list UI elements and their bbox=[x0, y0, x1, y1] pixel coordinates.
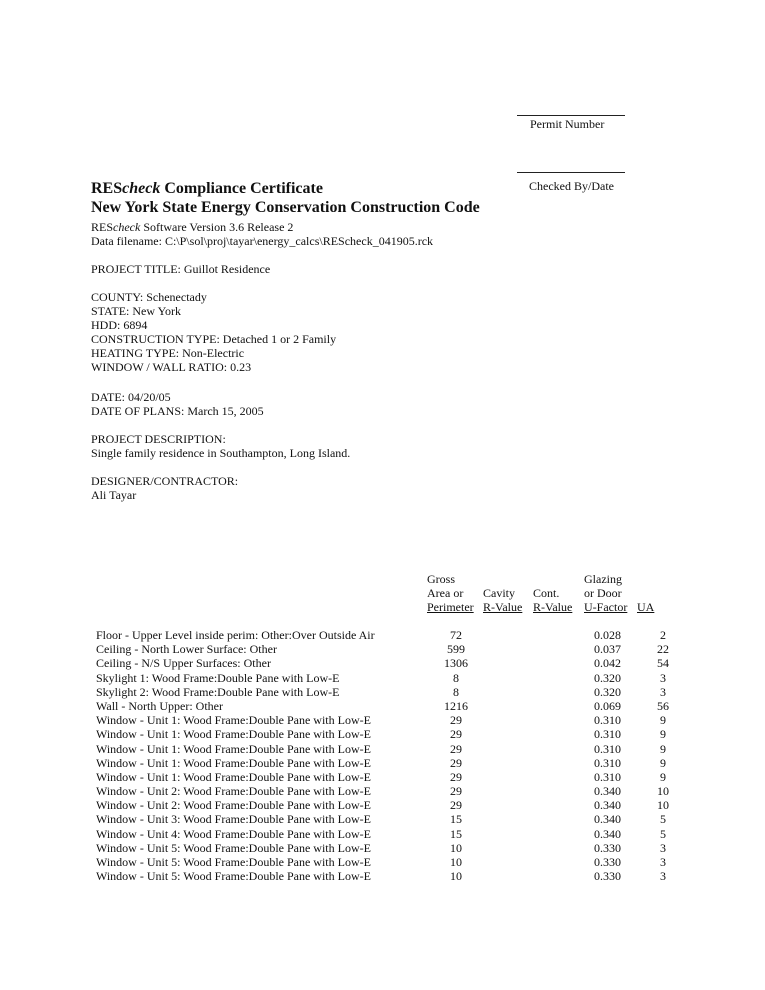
state: STATE: New York bbox=[91, 304, 182, 318]
area-cell: 72 bbox=[450, 628, 462, 642]
component-cell: Window - Unit 3: Wood Frame:Double Pane with Low-E bbox=[96, 812, 371, 827]
ua-cell: 10 bbox=[657, 784, 669, 799]
ua-cell: 3 bbox=[660, 684, 666, 699]
component-cell: Window - Unit 2: Wood Frame:Double Pane with Low-E bbox=[96, 798, 371, 813]
header-ua-label: UA bbox=[637, 600, 655, 614]
cavity-cell bbox=[486, 869, 538, 883]
area-cell: 8 bbox=[453, 684, 459, 699]
table-row bbox=[94, 770, 678, 784]
area-cell: 10 bbox=[450, 869, 462, 884]
component-cell: Window - Unit 1: Wood Frame:Double Pane with Low-E bbox=[96, 713, 371, 728]
ufactor-cell: 0.310 bbox=[594, 769, 621, 784]
component-cell: Window - Unit 5: Wood Frame:Double Pane with Low-E bbox=[96, 869, 371, 884]
area-cell: 15 bbox=[450, 826, 462, 841]
components-table bbox=[94, 628, 678, 883]
cavity-cell bbox=[486, 727, 538, 741]
table-row bbox=[94, 756, 678, 770]
table-row bbox=[94, 869, 678, 883]
table-row bbox=[94, 685, 678, 699]
cont-cell bbox=[538, 841, 590, 855]
header-glazing-1: Glazing bbox=[584, 572, 622, 586]
cavity-cell bbox=[486, 756, 538, 770]
dates bbox=[91, 390, 264, 418]
cavity-cell bbox=[486, 812, 538, 826]
cavity-cell bbox=[486, 742, 538, 756]
ufactor-cell: 0.330 bbox=[594, 855, 621, 869]
title-prefix: RES bbox=[91, 180, 123, 197]
header-cavity-1: Cavity bbox=[483, 586, 515, 600]
ua-cell: 9 bbox=[660, 727, 666, 742]
ua-cell: 9 bbox=[660, 741, 666, 756]
area-cell: 29 bbox=[450, 784, 462, 799]
cont-cell bbox=[538, 642, 590, 656]
cavity-cell bbox=[486, 713, 538, 727]
ua-cell: 2 bbox=[660, 628, 666, 642]
cavity-cell bbox=[486, 841, 538, 855]
table-row bbox=[94, 841, 678, 855]
header-cavity-2: R-Value bbox=[483, 600, 523, 614]
component-cell: Ceiling - N/S Upper Surfaces: Other bbox=[96, 656, 271, 671]
cont-cell bbox=[538, 869, 590, 883]
title-suffix: Compliance Certificate bbox=[160, 180, 323, 197]
description-label: PROJECT DESCRIPTION: bbox=[91, 432, 226, 446]
cont-cell bbox=[538, 784, 590, 798]
header-cont-1: Cont. bbox=[533, 586, 560, 600]
software-version bbox=[91, 220, 293, 234]
area-cell: 29 bbox=[450, 727, 462, 742]
cavity-cell bbox=[486, 628, 538, 642]
ufactor-cell: 0.028 bbox=[594, 628, 621, 642]
cont-cell bbox=[538, 855, 590, 869]
ufactor-cell: 0.330 bbox=[594, 840, 621, 855]
ufactor-cell: 0.340 bbox=[594, 826, 621, 841]
header-cont-2: R-Value bbox=[533, 600, 573, 614]
area-cell: 29 bbox=[450, 755, 462, 770]
hdd: HDD: 6894 bbox=[91, 318, 148, 332]
component-cell: Window - Unit 1: Wood Frame:Double Pane with Low-E bbox=[96, 755, 371, 770]
area-cell: 15 bbox=[450, 812, 462, 827]
table-row bbox=[94, 742, 678, 756]
cavity-cell bbox=[486, 855, 538, 869]
header-gross bbox=[427, 572, 474, 614]
cont-cell bbox=[538, 699, 590, 713]
cont-cell bbox=[538, 756, 590, 770]
area-cell: 1306 bbox=[444, 656, 468, 671]
component-cell: Window - Unit 2: Wood Frame:Double Pane with Low-E bbox=[96, 784, 371, 799]
cont-cell bbox=[538, 742, 590, 756]
area-cell: 8 bbox=[453, 670, 459, 685]
ufactor-cell: 0.037 bbox=[594, 642, 621, 657]
ua-cell: 54 bbox=[657, 656, 669, 671]
ufactor-cell: 0.069 bbox=[594, 698, 621, 713]
area-cell: 1216 bbox=[444, 698, 468, 713]
header-gross-3: Perimeter bbox=[427, 600, 474, 614]
component-cell: Window - Unit 5: Wood Frame:Double Pane with Low-E bbox=[96, 840, 371, 855]
ufactor-cell: 0.310 bbox=[594, 713, 621, 728]
cont-cell bbox=[538, 656, 590, 670]
cavity-cell bbox=[486, 685, 538, 699]
ufactor-cell: 0.340 bbox=[594, 812, 621, 827]
table-row bbox=[94, 671, 678, 685]
area-cell: 10 bbox=[450, 840, 462, 855]
description-text: Single family residence in Southampton, Long Island. bbox=[91, 446, 351, 460]
table-row bbox=[94, 656, 678, 670]
window-wall-ratio: WINDOW / WALL RATIO: 0.23 bbox=[91, 360, 252, 374]
county: COUNTY: Schenectady bbox=[91, 290, 207, 304]
cont-cell bbox=[538, 770, 590, 784]
table-row bbox=[94, 827, 678, 841]
table-row bbox=[94, 699, 678, 713]
checked-by-line bbox=[517, 172, 625, 173]
table-row bbox=[94, 727, 678, 741]
data-filename: Data filename: C:\P\sol\proj\tayar\energy_calcs\REScheck_041905.rck bbox=[91, 234, 434, 248]
cavity-cell bbox=[486, 770, 538, 784]
cont-cell bbox=[538, 798, 590, 812]
permit-number-label: Permit Number bbox=[530, 117, 605, 131]
cavity-cell bbox=[486, 784, 538, 798]
cavity-cell bbox=[486, 699, 538, 713]
software-suffix: Software Version 3.6 Release 2 bbox=[140, 220, 294, 234]
ufactor-cell: 0.320 bbox=[594, 670, 621, 685]
area-cell: 29 bbox=[450, 798, 462, 813]
component-cell: Window - Unit 1: Wood Frame:Double Pane with Low-E bbox=[96, 727, 371, 742]
ua-cell: 9 bbox=[660, 713, 666, 728]
area-cell: 10 bbox=[450, 855, 462, 869]
checked-by-label: Checked By/Date bbox=[529, 179, 614, 193]
ua-cell: 3 bbox=[660, 869, 666, 884]
component-cell: Ceiling - North Lower Surface: Other bbox=[96, 642, 277, 657]
cont-cell bbox=[538, 671, 590, 685]
ua-cell: 9 bbox=[660, 769, 666, 784]
table-row bbox=[94, 812, 678, 826]
ufactor-cell: 0.320 bbox=[594, 684, 621, 699]
component-cell: Skylight 1: Wood Frame:Double Pane with Low-E bbox=[96, 670, 340, 685]
designer-label: DESIGNER/CONTRACTOR: bbox=[91, 474, 239, 488]
ufactor-cell: 0.310 bbox=[594, 741, 621, 756]
header-gross-2: Area or bbox=[427, 586, 464, 600]
software-italic: check bbox=[113, 220, 141, 234]
table-row bbox=[94, 855, 678, 869]
designer-name: Ali Tayar bbox=[91, 488, 137, 502]
cavity-cell bbox=[486, 798, 538, 812]
designer-contractor bbox=[91, 474, 238, 502]
ua-cell: 3 bbox=[660, 855, 666, 869]
ua-cell: 3 bbox=[660, 840, 666, 855]
header-ua bbox=[637, 600, 654, 614]
header-gross-1: Gross bbox=[427, 572, 456, 586]
ua-cell: 22 bbox=[657, 642, 669, 657]
cavity-cell bbox=[486, 656, 538, 670]
table-row bbox=[94, 713, 678, 727]
ufactor-cell: 0.310 bbox=[594, 727, 621, 742]
component-cell: Skylight 2: Wood Frame:Double Pane with Low-E bbox=[96, 684, 340, 699]
ua-cell: 3 bbox=[660, 670, 666, 685]
component-cell: Window - Unit 5: Wood Frame:Double Pane with Low-E bbox=[96, 855, 371, 869]
component-cell: Floor - Upper Level inside perim: Other:Over Outside Air bbox=[96, 628, 375, 642]
project-details bbox=[91, 290, 336, 374]
component-cell: Window - Unit 4: Wood Frame:Double Pane with Low-E bbox=[96, 826, 371, 841]
title-italic: check bbox=[122, 180, 161, 197]
header-glazing-3: U-Factor bbox=[584, 600, 628, 614]
ua-cell: 5 bbox=[660, 826, 666, 841]
component-cell: Window - Unit 1: Wood Frame:Double Pane with Low-E bbox=[96, 769, 371, 784]
ufactor-cell: 0.330 bbox=[594, 869, 621, 884]
project-description bbox=[91, 432, 350, 460]
area-cell: 29 bbox=[450, 769, 462, 784]
header-glazing bbox=[584, 572, 627, 614]
heating-type: HEATING TYPE: Non-Electric bbox=[91, 346, 245, 360]
cavity-cell bbox=[486, 671, 538, 685]
project-title: PROJECT TITLE: Guillot Residence bbox=[91, 262, 271, 276]
component-cell: Wall - North Upper: Other bbox=[96, 698, 223, 713]
header-cont bbox=[533, 586, 572, 614]
header-glazing-2: or Door bbox=[584, 586, 622, 600]
ufactor-cell: 0.340 bbox=[594, 798, 621, 813]
cont-cell bbox=[538, 827, 590, 841]
cont-cell bbox=[538, 727, 590, 741]
area-cell: 599 bbox=[447, 642, 465, 657]
table-row bbox=[94, 628, 678, 642]
table-row bbox=[94, 642, 678, 656]
construction-type: CONSTRUCTION TYPE: Detached 1 or 2 Family bbox=[91, 332, 337, 346]
date: DATE: 04/20/05 bbox=[91, 390, 171, 404]
table-row bbox=[94, 784, 678, 798]
permit-number-line bbox=[517, 115, 625, 116]
ufactor-cell: 0.310 bbox=[594, 755, 621, 770]
cavity-cell bbox=[486, 827, 538, 841]
cont-cell bbox=[538, 812, 590, 826]
date-of-plans: DATE OF PLANS: March 15, 2005 bbox=[91, 404, 264, 418]
component-cell: Window - Unit 1: Wood Frame:Double Pane with Low-E bbox=[96, 741, 371, 756]
area-cell: 29 bbox=[450, 713, 462, 728]
ua-cell: 9 bbox=[660, 755, 666, 770]
table-row bbox=[94, 798, 678, 812]
cavity-cell bbox=[486, 642, 538, 656]
ua-cell: 56 bbox=[657, 698, 669, 713]
ua-cell: 10 bbox=[657, 798, 669, 813]
software-prefix: RES bbox=[91, 220, 114, 234]
code-subtitle: New York State Energy Conservation Construction Code bbox=[91, 199, 480, 216]
cont-cell bbox=[538, 713, 590, 727]
header-cavity bbox=[483, 586, 522, 614]
certificate-title bbox=[91, 179, 323, 198]
area-cell: 29 bbox=[450, 741, 462, 756]
ufactor-cell: 0.042 bbox=[594, 656, 621, 671]
cont-cell bbox=[538, 685, 590, 699]
ufactor-cell: 0.340 bbox=[594, 784, 621, 799]
cont-cell bbox=[538, 628, 590, 642]
ua-cell: 5 bbox=[660, 812, 666, 827]
